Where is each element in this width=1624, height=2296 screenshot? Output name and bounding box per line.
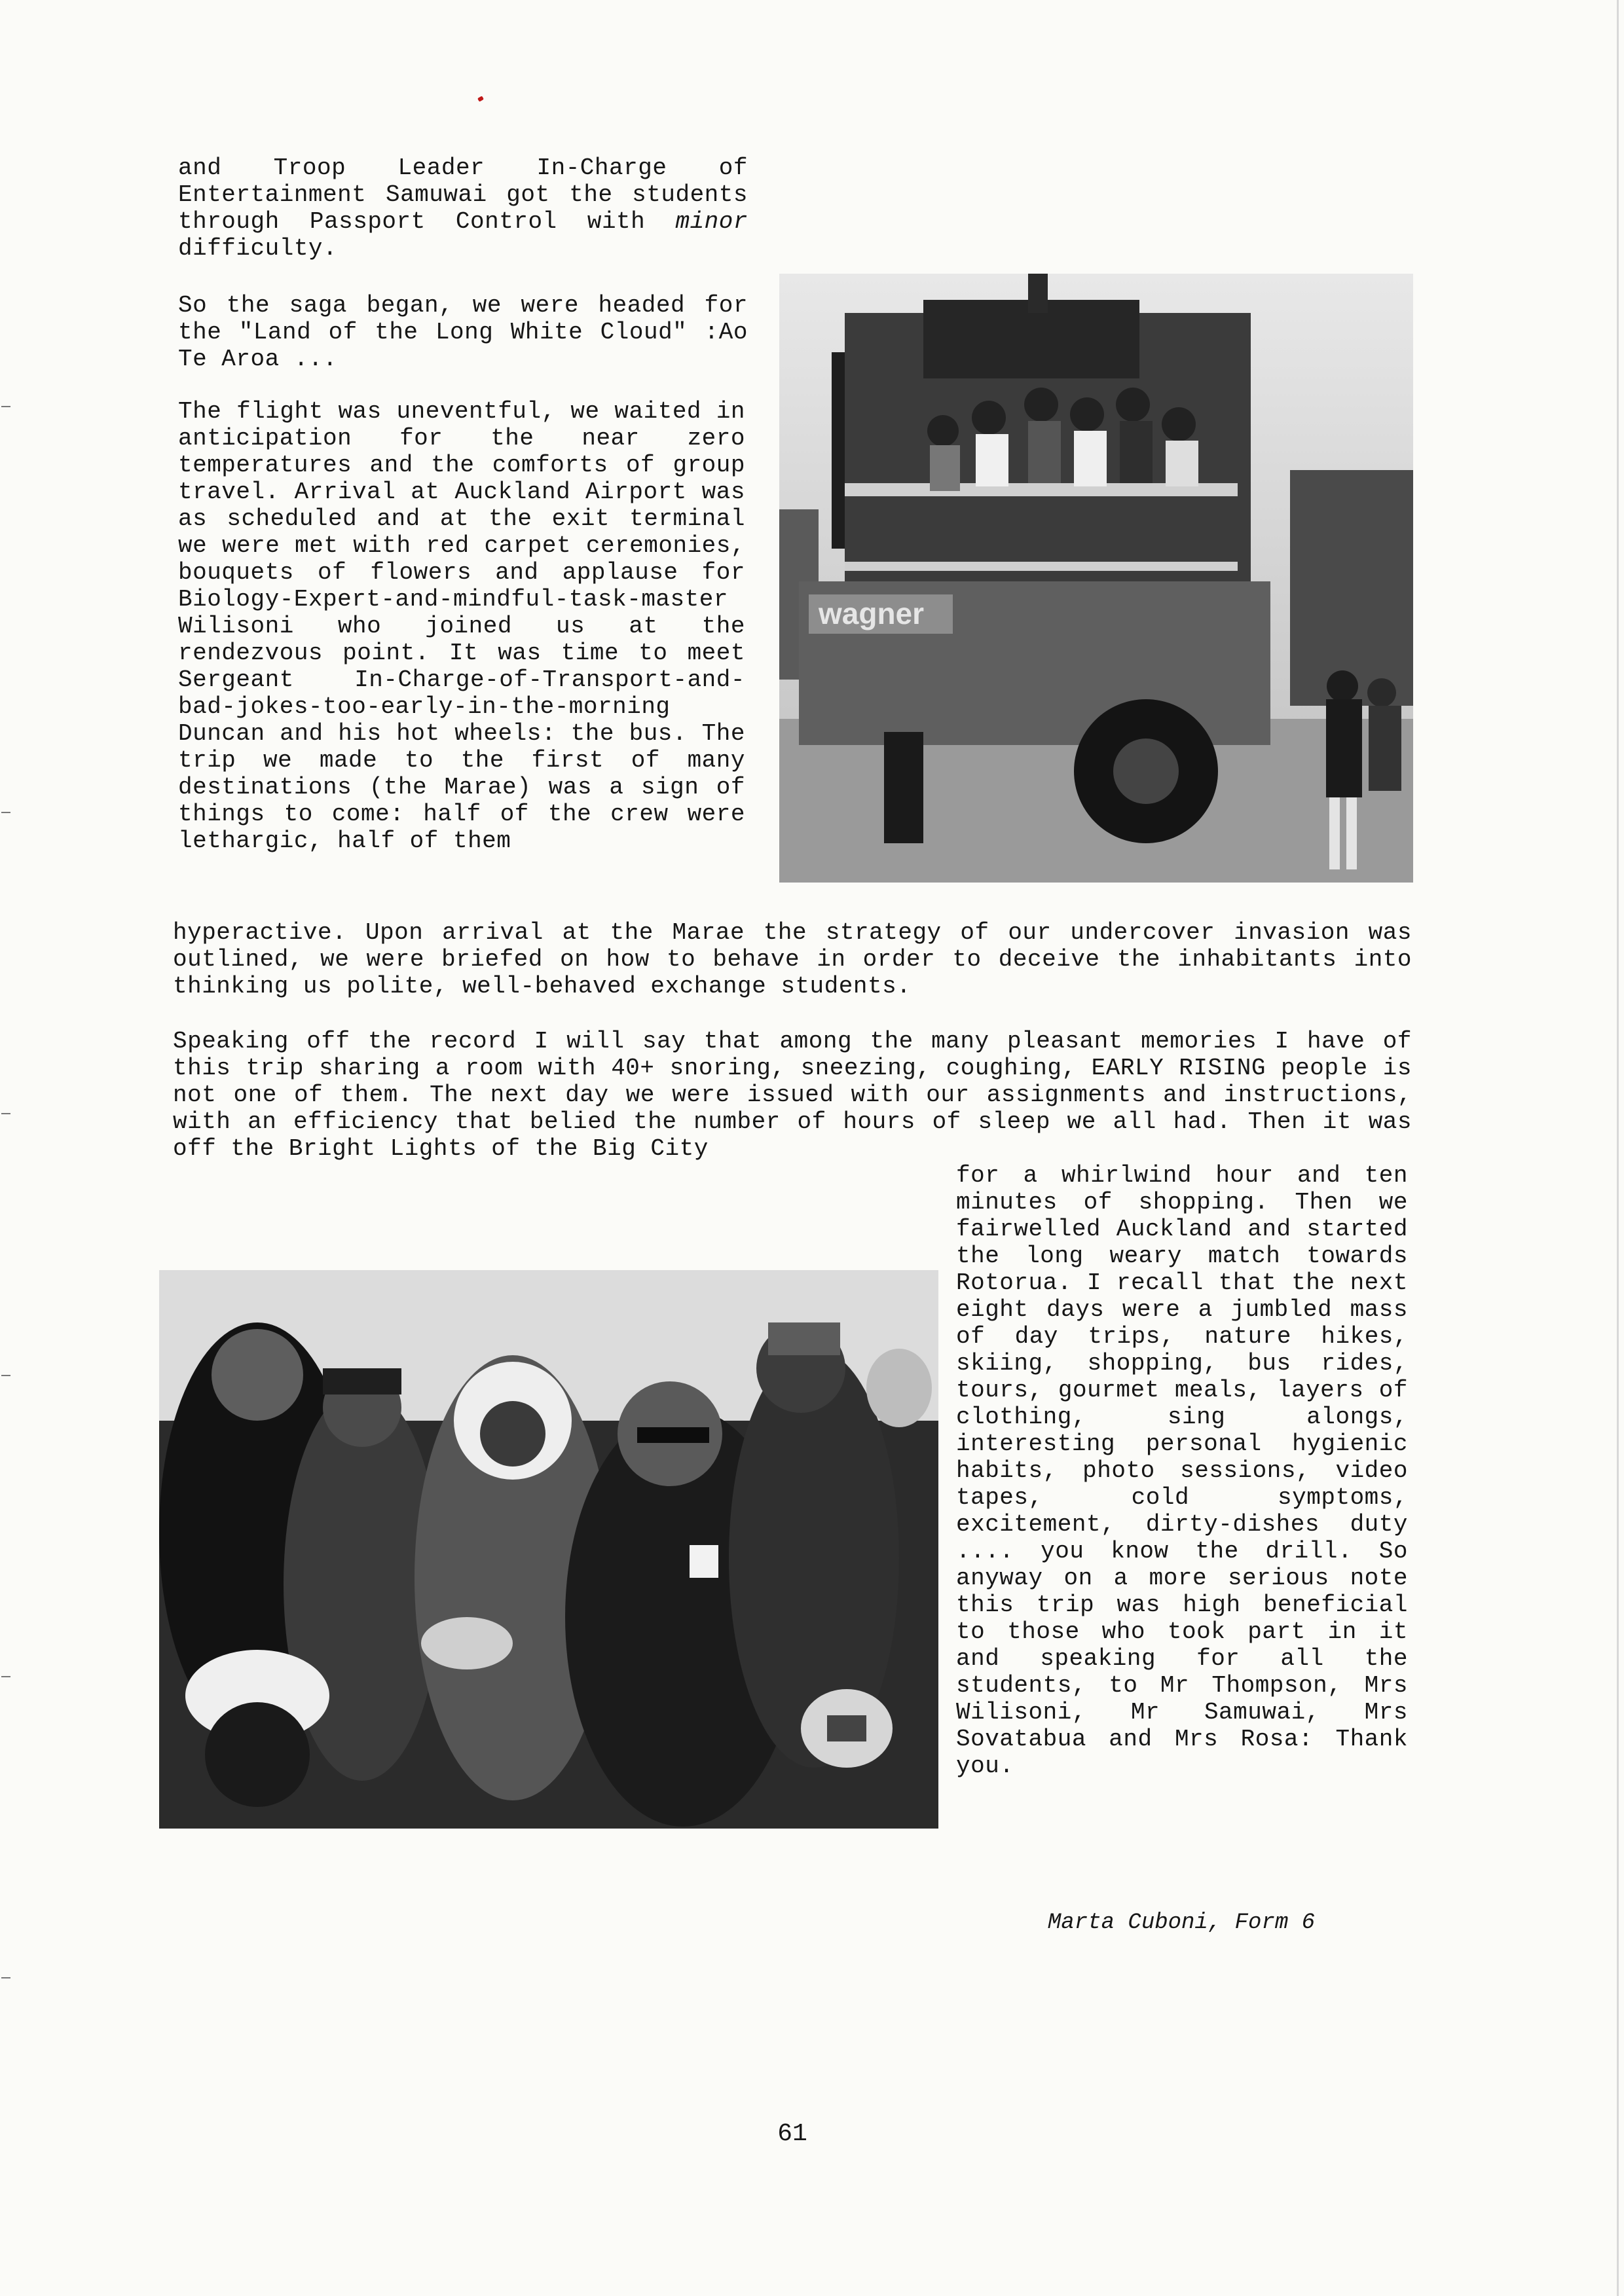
paragraph-passport-control — [178, 155, 748, 262]
edge-tick — [1, 1977, 10, 1978]
paragraph-text: difficulty. — [178, 235, 338, 262]
vehicle-brand-label: wagner — [819, 596, 925, 630]
paragraph-marae-arrival: hyperactive. Upon arrival at the Marae the strategy of our undercover invasion was outlined, we were briefed on how to behave in order to deceive the inhabitants into thinking us polite, well-behaved exchange students. — [173, 919, 1412, 1000]
page-edge — [1617, 0, 1619, 2296]
edge-tick — [1, 1375, 10, 1376]
edge-tick — [1, 812, 10, 813]
edge-tick — [1, 406, 10, 407]
paragraph-flight: The flight was uneventful, we waited in anticipation for the near zero temperatures and the comforts of group travel. Arrival at Auckland Airport was as scheduled and at the exit terminal we were met with red carpet ceremonies, bouquets of flowers and applause for Biology-Expert-and-mindful-task-master Wilisoni who joined us at the rendezvous point. It was time to meet Sergeant In-Charge-of-Transport-and-bad-jokes-too-early-in-the-morning Duncan and his hot wheels: the bus. The trip we made to the first of many destinations (the Marae) was a sign of things to come: half of the crew were lethargic, half of them — [178, 398, 745, 854]
red-ink-mark — [477, 96, 484, 101]
paragraph-trip-summary: for a whirlwind hour and ten minutes of shopping. Then we fairwelled Auckland and started the long weary match towards Rotorua. I recall that the next eight days were a jumbled mass of day trips, nature hikes, skiing, shopping, bus rides, tours, gourmet meals, layers of clothing, sing alongs, interesting personal hygienic habits, photo sessions, video tapes, cold symptoms, excitement, dirty-dishes duty .... you know the drill. So anyway on a more serious note this trip was high beneficial to those who took part in it and speaking for all the students, to Mr Thompson, Mrs Wilisoni, Mr Samuwai, Mrs Sovatabua and Mrs Rosa: Thank you. — [956, 1162, 1408, 1779]
paragraph-text: and Troop Leader In-Charge of Entertainment Samuwai got the students through Passport Control with — [178, 155, 748, 235]
edge-tick — [1, 1113, 10, 1114]
page-number: 61 — [777, 2120, 807, 2148]
photo-group-winter-clothing — [159, 1270, 938, 1829]
author-signature: Marta Cuboni, Form 6 — [1048, 1910, 1316, 1935]
paragraph-speaking-off-record: Speaking off the record I will say that among the many pleasant memories I have of this trip sharing a room with 40+ snoring, sneezing, coughing, EARLY RISING people is not one of them. The next day we were issued with our assignments and instructions, with an efficiency that belied the number of hours of sleep we all had. Then it was off the Bright Lights of the Big City — [173, 1028, 1412, 1162]
edge-tick — [1, 1676, 10, 1677]
photo-students-on-vehicle — [779, 274, 1413, 883]
paragraph-saga-began: So the saga began, we were headed for the "Land of the Long White Cloud" :Ao Te Aroa ... — [178, 292, 748, 373]
emphasis-text: minor — [675, 208, 748, 235]
